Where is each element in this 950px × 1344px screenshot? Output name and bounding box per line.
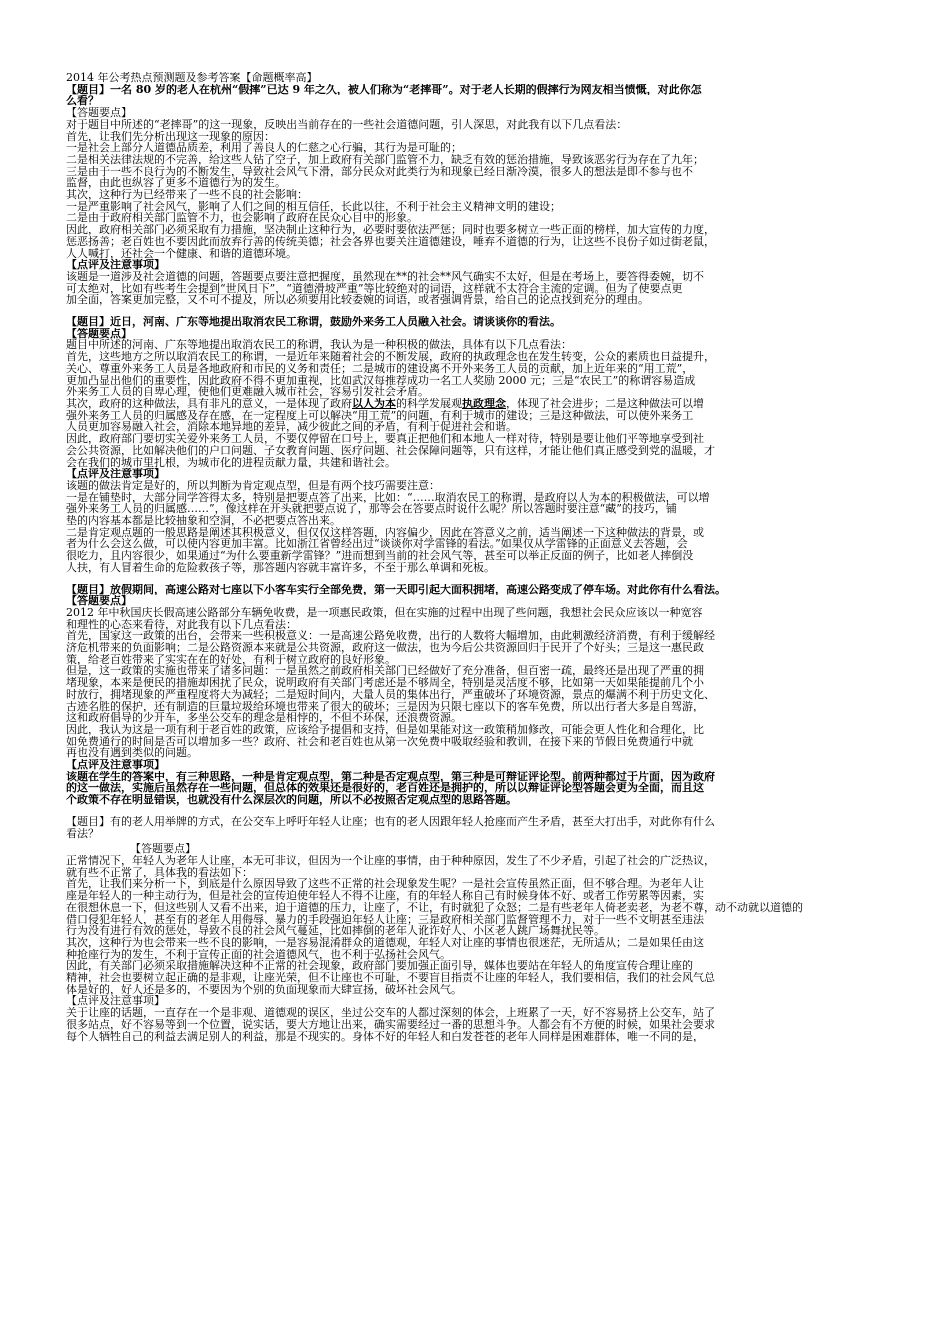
document-title: 2014 年公考热点预测题及参考答案【命题概率高】	[66, 72, 318, 84]
q1-answer-line: 二是由于政府相关部门监管不力，也会影响了政府在民众心目中的形象。	[66, 212, 418, 225]
q1-answer-line: 惩恶扬善；老百姓也不要因此而放弃行善的传统美德；社会各界也要关注道德建设，唾弃不道德的行为，让这些不良份子如过街老鼠，	[66, 235, 715, 248]
q4-answer-line: 体是好的，好人还是多的，不要因为个别的负面现象而大肆宣扬，破坏社会风气。	[66, 983, 462, 996]
q1-answer-line: 监督，由此也纵容了更多不道德行为的发生。	[66, 177, 286, 190]
q4-answer-line: 在很想休息一下，但这些别人又看不出来，迫于道德的压力，让座了，不让，有时就犯了众怒；二是有些老年人倚老卖老，为老不尊，动不动就以道德的	[66, 901, 803, 914]
q2-question-line: 【题目】近日，河南、广东等地提出取消农民工称谓，鼓励外来务工人员融入社会。请谈谈你的看法。	[66, 316, 561, 328]
q2-answer-line-underlined	[66, 398, 888, 410]
q4-notes-line: 关于让座的话题，一直存在一个是非观、道德观的误区，坐过公交车的人都过深刻的体会，上班累了一天，好不容易挤上公交车，站了	[66, 1007, 715, 1019]
q2-text-part: ，体现了社会进步；二是这种做法可以增	[506, 397, 704, 410]
q2-notes-line: 垫的内容基本都是比较抽象和空洞，不必把要点答出来。	[66, 515, 341, 527]
q4-answer-line: 因此，有关部门必须采取措施解决这种不正常的社会现象，政府部门要加强正面引导，媒体也要站在年轻人的角度宣传合理让座的	[66, 960, 693, 973]
q2-notes-line: 人扶，有人冒着生命的危险救孩子等，那答题内容就丰富许多，不至于那么单调和死板。	[66, 561, 495, 574]
q4-question-line: 【题目】有的老人用举牌的方式，在公交车上呼吁年轻人让座；也有的老人因跟年轻人抢座而产生矛盾，甚至大打出手，对此你有什么	[66, 815, 715, 828]
q3-answer-line: 首先，国家这一政策的出台，会带来一些积极意义：一是高速公路免收费，出行的人数将大幅增加，由此刺激经济消费，有利于缓解经	[66, 630, 715, 643]
q1-answer-line: 三是由于一些不良行为的不断发生，导致社会风气下滑，部分民众对此类行为和现象已经日渐冷漠，很多人的想法是即不参与也不	[66, 165, 693, 178]
q3-answer-line: 和理性的心态来看待，对此我有以下几点看法：	[66, 618, 297, 631]
q1-answer-line: 一是严重影响了社会风气，影响了人们之间的相互信任，长此以往，不利于社会主义精神文明的建设；	[66, 200, 561, 213]
q1-answer-line: 因此，政府相关部门必须采取有力措施，坚决制止这种行为，必要时要依法严惩；同时也要多树立一些正面的榜样，加大宣传的力度，	[66, 224, 715, 236]
q2-notes-heading: 【点评及注意事项】	[66, 468, 165, 480]
q3-answer-line: 再也没有遇到类似的问题。	[66, 747, 198, 760]
q2-answer-line: 更加凸显出他们的重要性，因此政府不得不更加重视，比如武汉每推荐成功一名工人奖励 2000 元；三是“农民工”的称谓容易造成	[66, 374, 696, 387]
q3-notes-line: 该题在学生的答案中，有三种思路，一种是肯定观点型，第二种是否定观点型，第三种是可辩证评论型。前两种都过于片面，因为政府	[66, 770, 715, 783]
q4-answer-heading: 【答题要点】	[130, 843, 196, 855]
q2-answer-line: 会在我们的城市里扎根，为城市化的进程贡献力量，共建和谐社会。	[66, 456, 396, 469]
q3-answer-line: 策，给老百姓带来了实实在在的好处，有利于树立政府的良好形象。	[66, 653, 396, 666]
q3-notes-line: 的这一做法，实施后虽然存在一些问题，但总体的效果还是很好的，老百姓还是拥护的，所以以辩证评论型答题会更为全面，而且这	[66, 782, 704, 795]
q1-notes-line: 该题是一道涉及社会道德的问题，答题要点要注意把握度，虽然现在**的社会**风气确实不太好，但是在考场上，要答得委婉，切不	[66, 270, 704, 283]
q1-answer-line: 首先，让我们先分析出现这一现象的原因：	[66, 130, 275, 143]
q1-notes-line: 可太绝对，比如有些考生会提到“世风日下”，“道德滑坡严重”等比较绝对的词语，这样就不太符合主流的定调。但为了使要点更	[66, 282, 683, 295]
q4-answer-line: 正常情况下，年轻人为老年人让座，本无可非议，但因为一个让座的事情，由于种种原因，发生了不少矛盾，引起了社会的广泛热议，	[66, 855, 715, 867]
q4-question-line: 看法？	[66, 827, 99, 840]
q4-answer-line: 借口侵犯年轻人，甚至有的老年人用侮辱、暴力的手段强迫年轻人让座；三是政府相关部门监督管理不力，对于一些不文明甚至违法	[66, 913, 704, 926]
q2-answer-line: 会公共资源，比如解决他们的户口问题、子女教育问题、医疗问题、社会保障问题等，只有这样，才能让他们真正感受到党的温暖，才	[66, 444, 715, 457]
q3-answer-heading: 【答题要点】	[66, 595, 132, 607]
q1-answer-heading: 【答题要点】	[66, 107, 132, 119]
q4-answer-line: 行为没有进行有效的惩处，导致不良的社会风气蔓延，比如摔倒的老年人讹诈好人、小区老人跳广场舞扰民等。	[66, 925, 605, 937]
q1-notes-heading: 【点评及注意事项】	[66, 259, 165, 271]
document-page	[66, 72, 888, 1042]
q2-underlined-phrase: 执政理念	[462, 397, 506, 410]
q1-question-line: 【题目】一名 80 岁的老人在杭州“假摔”已达 9 年之久，被人们称为“老摔哥”。对于老人长期的假摔行为网友相当愤慨，对此你怎	[66, 83, 702, 96]
q3-answer-line: 2012 年中秋国庆长假高速公路部分车辆免收费，是一项惠民政策，但在实施的过程中出现了些问题，我想社会民众应该以一种宽容	[66, 606, 703, 619]
q2-notes-line: 很吃力，且内容很少，如果通过“为什么要重新学雷锋？”进而想到当前的社会风气等，甚至可以举正反面的例子，比如老人摔倒没	[66, 550, 694, 562]
q2-answer-line: 因此，政府部门要切实关爱外来务工人员，不要仅停留在口号上，要真正把他们和本地人一样对待，特别是要让他们平等地享受到社	[66, 433, 704, 445]
q3-answer-line: 时放行，拥堵现象的严重程度将大为减轻；二是短时间内，大量人员的集体出行，严重破坏了环境资源，景点的爆满不利于历史文化、	[66, 688, 715, 701]
q1-question-line: 么看？	[66, 95, 99, 108]
q2-answer-line: 人员更加容易融入社会，消除本地异地的差异，减少彼此之间的矛盾，有利于促进社会和谐。	[66, 421, 517, 434]
q4-answer-line: 精神，社会也要树立起正确的是非观，让座光荣，但不让座也不可耻，不要盲目指责不让座的年轻人，我们要相信，我们的社会风气总	[66, 972, 715, 984]
q2-notes-line: 一是在铺垫时，大部分同学答得太多，特别是把要点答了出来，比如：“……取消农民工的称谓，是政府以人为本的积极做法，可以增	[66, 491, 710, 504]
q3-answer-line: 但是，这一政策的实施也带来了诸多问题：一是虽然之前政府相关部门已经做好了充分准备，但百密一疏，最终还是出现了严重的拥	[66, 665, 704, 678]
q2-answer-line: 首先，这些地方之所以取消农民工的称谓，一是近年来随着社会的不断发展，政府的执政理念也在发生转变，公众的素质也日益提升，	[66, 351, 715, 363]
q4-notes-line: 很多站点，好不容易等到一个位置，说实话，要大方地让出来，确实需要经过一番的思想斗争。人都会有不方便的时候，如果社会要求	[66, 1018, 715, 1031]
q1-answer-line: 人人喊打，还社会一个健康、和谐的道德环境。	[66, 247, 297, 260]
q1-answer-line: 一是社会上部分人道德品质差，利用了善良人的仁慈之心行骗，其行为是可耻的；	[66, 142, 462, 154]
q2-answer-heading: 【答题要点】	[66, 327, 132, 340]
q2-text-part: 的科学发展观	[396, 397, 462, 410]
q4-answer-line: 就有些不正常了，具体我的看法如下：	[66, 866, 253, 879]
q1-answer-line: 其次，这种行为已经带来了一些不良的社会影响：	[66, 189, 308, 201]
q4-answer-line: 其次，这种行为也会带来一些不良的影响，一是容易混淆群众的道德观，年轻人对让座的事情也很迷茫，无所适从；二是如果任由这	[66, 936, 704, 949]
q2-answer-line: 关心、尊重外来务工人员是各地政府和市民的义务和责任；二是城市的建设离不开外来务工人员的贡献，加上近年来的“用工荒”，	[66, 362, 694, 375]
q4-answer-line: 座是年轻人的一种主动行为，但是社会的宣传迫使年轻人不得不让座，有的年轻人称自己有时候身体不好、或者工作劳累等因素，实	[66, 890, 704, 902]
q2-underlined-phrase: 以人为本	[352, 397, 396, 410]
q2-text-part: 其次，政府的这种做法，具有非凡的意义，一是体现了政府	[66, 397, 352, 410]
q2-notes-line: 该题的做法肯定是好的，所以判断为肯定观点型，但是有两个技巧需要注意：	[66, 479, 440, 492]
q3-answer-line: 因此，我认为这是一项有利于老百姓的政策，应该给予提倡和支持，但是如果能对这一政策稍加修改，可能会更人性化和合理化，比	[66, 723, 704, 736]
q3-answer-line: 如免费通行的时间是否可以增加多一些？政府、社会和老百姓也从第一次免费中吸取经验和教训，在接下来的节假日免费通行中就	[66, 735, 693, 748]
q2-answer-line: 题目中所述的河南、广东等地提出取消农民工的称谓，我认为是一种积极的做法，具体有以下几点看法：	[66, 339, 572, 352]
q3-answer-line: 堵现象，本来是便民的措施却困扰了民众，说明政府有关部门考虑还是不够周全，特别是灵活度不够，比如第一天如果能提前几个小	[66, 677, 704, 689]
q3-answer-line: 这和政府倡导的少开车，多坐公交车的理念是相悖的，不但不环保，还浪费资源。	[66, 712, 462, 724]
q3-answer-line: 古迹名胜的保护，还有制造的巨量垃圾给环境也带来了很大的破坏；三是因为只限七座以下的客车免费，所以出行者大多是自驾游，	[66, 700, 704, 713]
q4-notes-heading: 【点评及注意事项】	[66, 995, 165, 1008]
q4-notes-line: 每个人牺牲自己的利益去满足别人的利益，那是不现实的。身体不好的年轻人和白发苍苍的老年人同样是困难群体，唯一不同的是，	[66, 1030, 704, 1043]
q3-question-line: 【题目】放假期间，高速公路对七座以下小客车实行全部免费，第一天即引起大面积拥堵，高速公路变成了停车场。对此你有什么看法。	[66, 583, 726, 596]
q3-notes-line: 个政策不存在明显错误，也就没有什么深层次的问题，所以不必按照否定观点型的思路答题。	[66, 794, 517, 806]
q2-notes-line: 者为什么会这么做，可以使内容更加丰富。比如浙江省曾经出过“谈谈你对学雷锋的看法。”如果仅从学雷锋的正面意义去答题，会	[66, 538, 688, 551]
q3-notes-heading: 【点评及注意事项】	[66, 759, 165, 771]
q1-notes-line: 加全面，答案更加完整，又不可不提及，所以必须要用比较委婉的词语，或者强调背景，给自己的论点找到充分的理由。	[66, 294, 649, 307]
q2-answer-line: 强外来务工人员的归属感及存在感，在一定程度上可以解决“用工荒”的问题，有利于城市的建设；三是这种做法，可以使外来务工	[66, 409, 694, 422]
q4-answer-line: 首先，让我们来分析一下，到底是什么原因导致了这些不正常的社会现象发生呢？一是社会宣传虽然正面，但不够合理。为老年人让	[66, 878, 704, 891]
q1-answer-line: 二是相关法律法规的不完善，给这些人钻了空子，加上政府有关部门监管不力，缺乏有效的惩治措施，导致该恶劣行为存在了九年；	[66, 153, 704, 166]
q2-answer-line: 外来务工人员的自卑心理，使他们更难融入城市社会，容易引发社会矛盾。	[66, 386, 429, 398]
q4-answer-line: 种抢座行为的发生，不利于宣传正面的社会道德风气，也不利于弘扬社会风气。	[66, 948, 451, 961]
q3-answer-line: 济危机带来的负面影响；二是公路资源本来就是公共资源，政府这一做法，也为今后公共资源回归于民开了个好头；三是这一惠民政	[66, 642, 704, 654]
q2-notes-line: 二是肯定观点题的一般思路是阐述其积极意义，但仅仅这样答题，内容偏少，因此在答意义之前，适当阐述一下这种做法的背景，或	[66, 526, 704, 539]
q2-notes-line: 强外来务工人员的归属感……”，像这样在开头就把要点说了，那等会在答要点时说什么呢？所以答题时要注意“藏”的技巧，铺	[66, 503, 677, 516]
q1-answer-line: 对于题目中所述的“老摔哥”的这一现象，反映出当前存在的一些社会道德问题，引人深思，对此我有以下几点看法：	[66, 118, 628, 131]
